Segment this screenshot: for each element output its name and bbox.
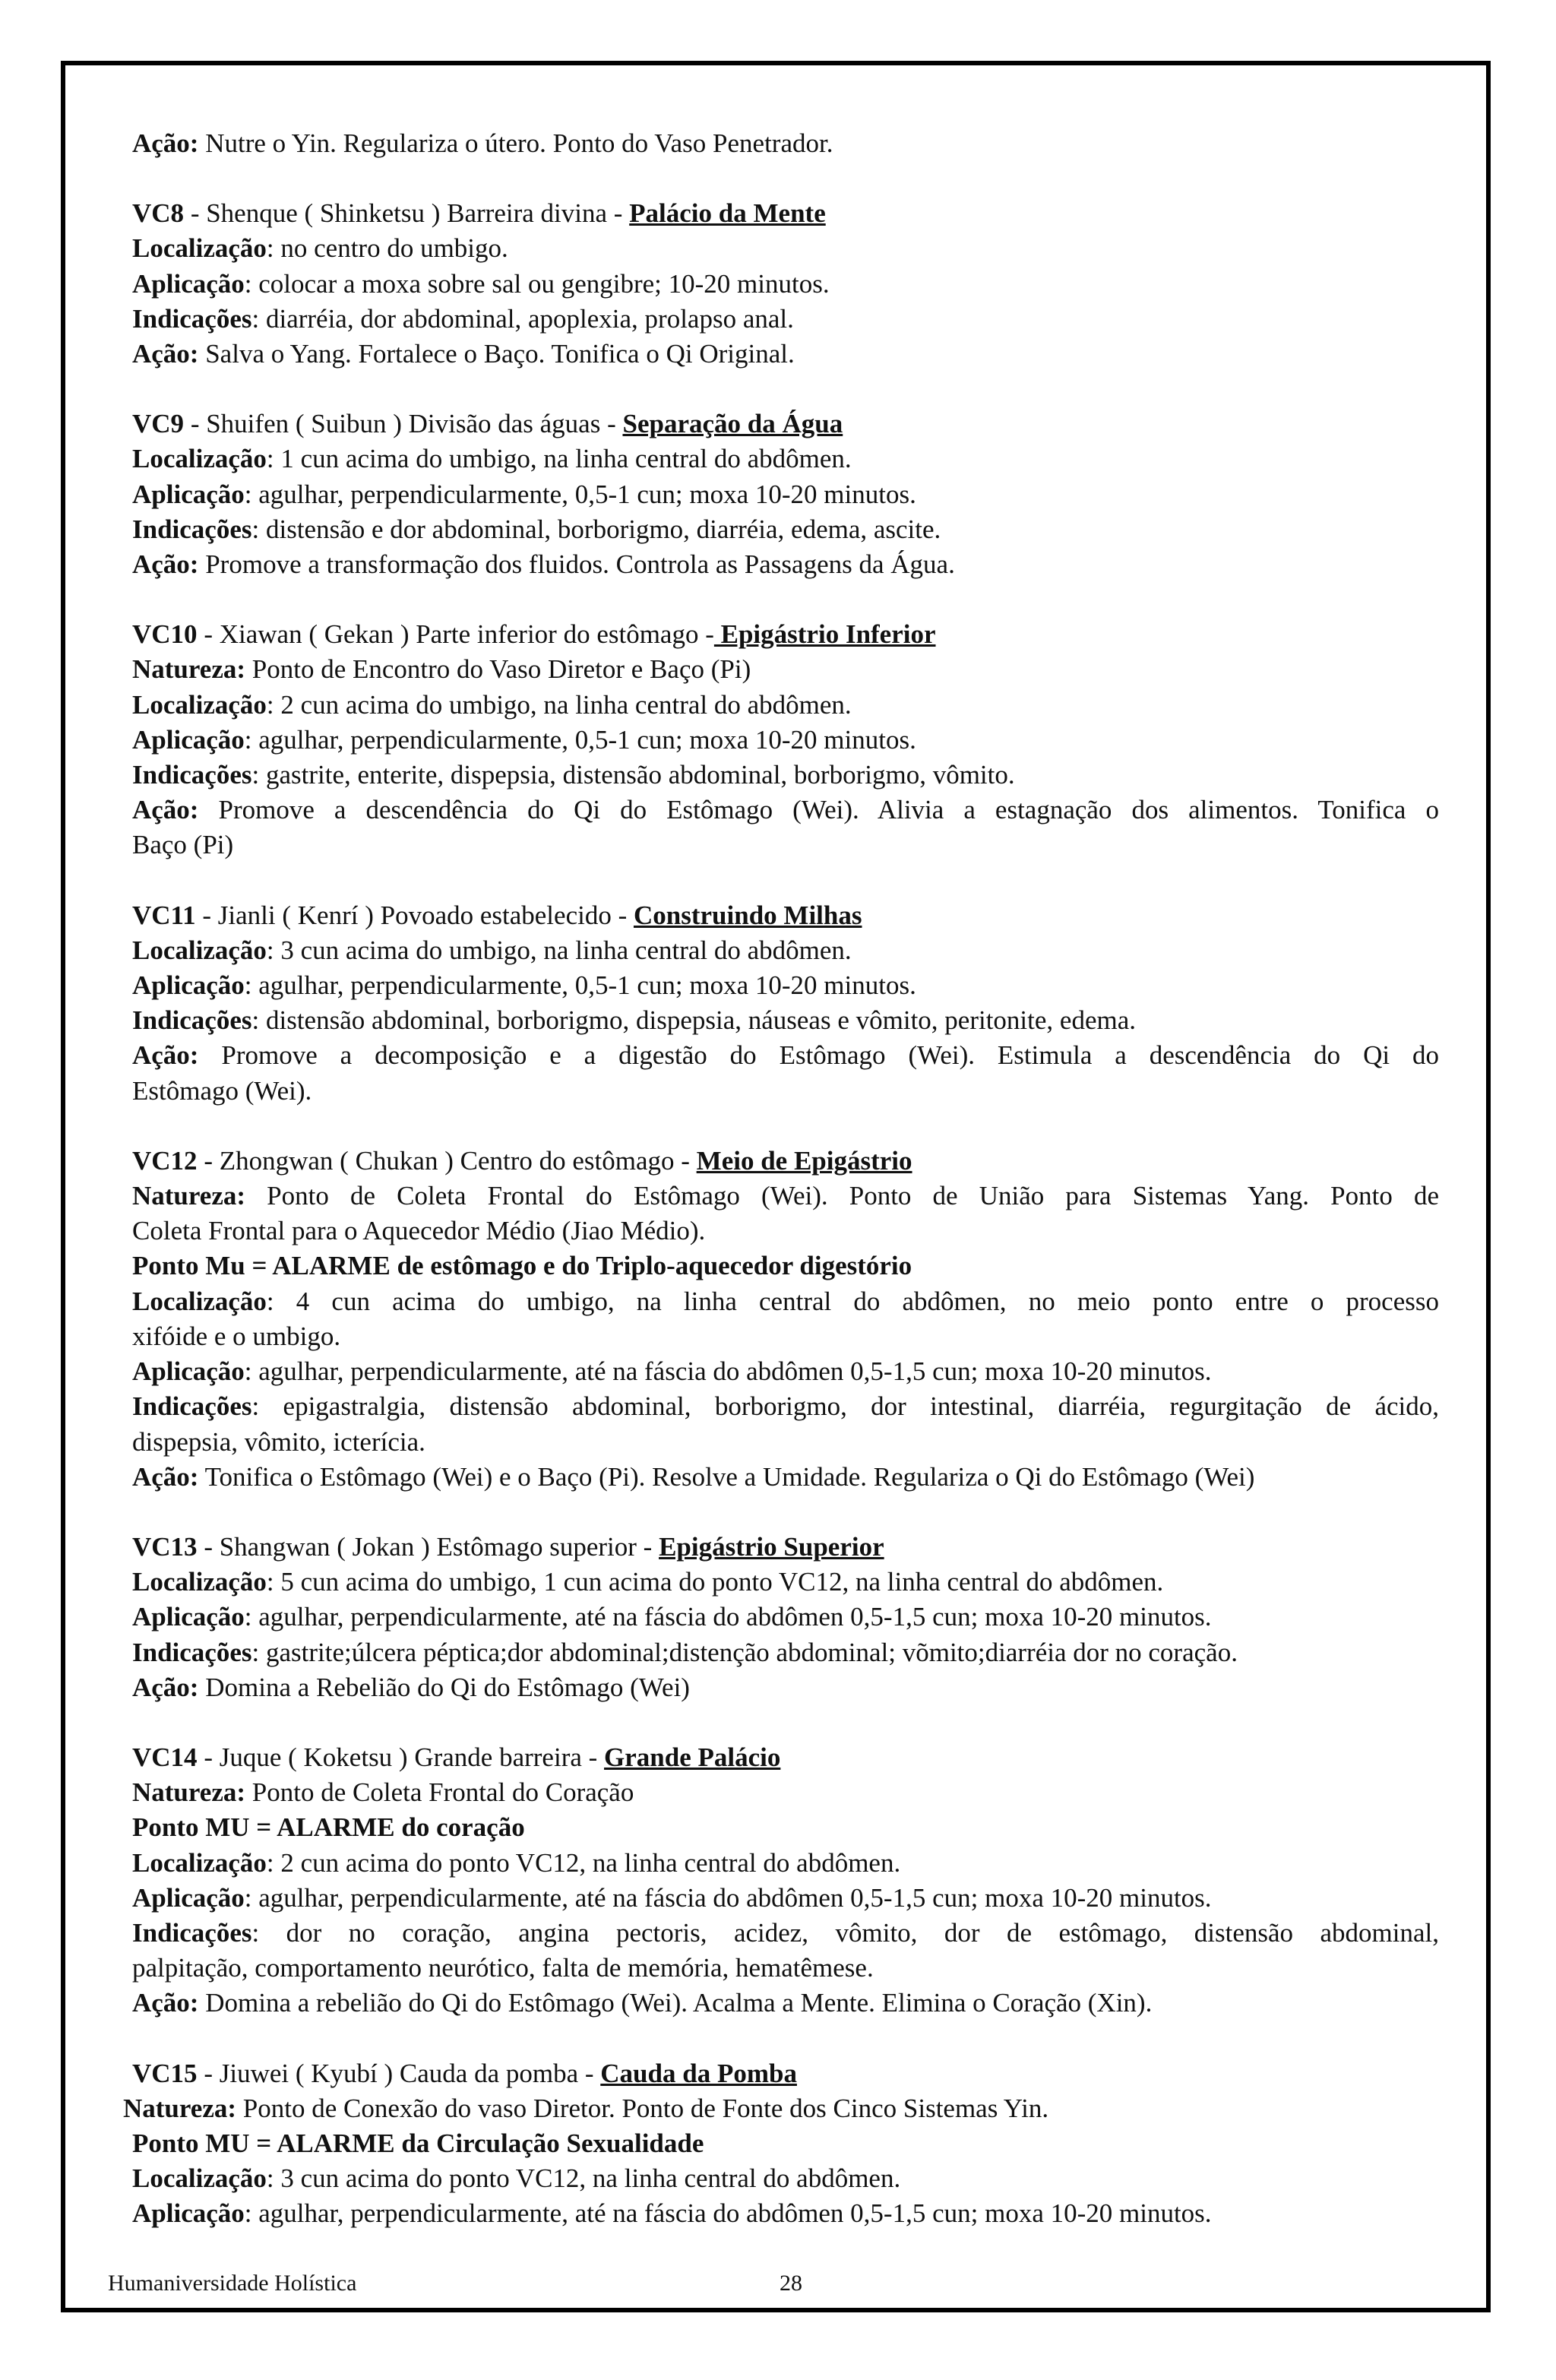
aplicacao: Aplicação: agulhar, perpendicularmente, até na fáscia do abdômen 0,5-1,5 cun; moxa 10-20 minutos. <box>132 2198 1212 2229</box>
localizacao: Localização: 2 cun acima do ponto VC12, na linha central do abdômen. <box>132 1847 901 1878</box>
indicacoes: Indicações: distensão abdominal, borborigmo, dispepsia, náuseas e vômito, peritonite, edema. <box>132 1005 1136 1036</box>
point-title: Palácio da Mente <box>629 198 826 229</box>
point-title: Meio de Epigástrio <box>696 1145 912 1176</box>
page-number: 28 <box>780 2271 802 2296</box>
aplicacao: Aplicação: agulhar, perpendicularmente, até na fáscia do abdômen 0,5-1,5 cun; moxa 10-20 minutos. <box>132 1882 1212 1913</box>
ponto-mu: Ponto Mu = ALARME de estômago e do Triplo-aquecedor digestório <box>132 1251 912 1281</box>
natureza: Natureza: Ponto de Encontro do Vaso Diretor e Baço (Pi) <box>132 654 751 685</box>
localizacao: Localização: 4 cun acima do umbigo, na linha central do abdômen, no meio ponto entre o processo <box>132 1286 1439 1316</box>
point-heading: VC14 - Juque ( Koketsu ) Grande barreira - Grande Palácio <box>132 1742 781 1772</box>
ponto-mu: Ponto MU = ALARME do coração <box>132 1812 525 1843</box>
point-heading: VC13 - Shangwan ( Jokan ) Estômago superior - Epigástrio Superior <box>132 1531 884 1562</box>
point-title: Cauda da Pomba <box>600 2058 797 2088</box>
page-body <box>123 126 1439 2232</box>
point-vc15 <box>123 2056 1439 2232</box>
point-title: Epigástrio Superior <box>659 1531 884 1562</box>
point-vc12 <box>132 1144 1439 1495</box>
acao: Ação: Domina a Rebelião do Qi do Estômago (Wei) <box>132 1672 690 1702</box>
localizacao: Localização: 1 cun acima do umbigo, na linha central do abdômen. <box>132 444 852 474</box>
aplicacao: Aplicação: agulhar, perpendicularmente, 0,5-1 cun; moxa 10-20 minutos. <box>132 724 916 755</box>
intro-action: Ação: Nutre o Yin. Regulariza o útero. Ponto do Vaso Penetrador. <box>132 128 833 158</box>
indicacoes-continued: palpitação, comportamento neurótico, falta de memória, hematêmese. <box>132 1953 874 1983</box>
aplicacao: Aplicação: agulhar, perpendicularmente, 0,5-1 cun; moxa 10-20 minutos. <box>132 479 916 509</box>
aplicacao: Aplicação: agulhar, perpendicularmente, até na fáscia do abdômen 0,5-1,5 cun; moxa 10-20 minutos. <box>132 1602 1212 1632</box>
acao-continued: Baço (Pi) <box>132 830 234 860</box>
indicacoes-continued: dispepsia, vômito, icterícia. <box>132 1426 425 1457</box>
point-vc8 <box>132 196 1439 372</box>
acao: Ação: Salva o Yang. Fortalece o Baço. Tonifica o Qi Original. <box>132 339 795 369</box>
natureza-continued: Coleta Frontal para o Aquecedor Médio (Jiao Médio). <box>132 1216 706 1246</box>
point-heading: VC10 - Xiawan ( Gekan ) Parte inferior do estômago - Epigástrio Inferior <box>132 619 936 650</box>
localizacao: Localização: no centro do umbigo. <box>132 233 508 264</box>
localizacao: Localização: 3 cun acima do umbigo, na linha central do abdômen. <box>132 935 852 965</box>
indicacoes: Indicações: gastrite;úlcera péptica;dor abdominal;distenção abdominal; võmito;diarréia dor no coração. <box>132 1637 1238 1667</box>
point-heading: VC15 - Jiuwei ( Kyubí ) Cauda da pomba - Cauda da Pomba <box>132 2058 797 2088</box>
point-vc10 <box>132 617 1439 862</box>
point-vc9 <box>132 407 1439 582</box>
natureza: Natureza: Ponto de Coleta Frontal do Coração <box>132 1777 634 1808</box>
acao: Ação: Domina a rebelião do Qi do Estômago (Wei). Acalma a Mente. Elimina o Coração (Xin). <box>132 1988 1153 2018</box>
natureza: Natureza: Ponto de Conexão do vaso Diretor. Ponto de Fonte dos Cinco Sistemas Yin. <box>123 2093 1049 2123</box>
indicacoes: Indicações: distensão e dor abdominal, borborigmo, diarréia, edema, ascite. <box>132 514 941 544</box>
ponto-mu: Ponto MU = ALARME da Circulação Sexualidade <box>132 2128 704 2158</box>
localizacao: Localização: 3 cun acima do ponto VC12, na linha central do abdômen. <box>132 2163 901 2194</box>
footer-publisher: Humaniversidade Holística <box>108 2271 357 2296</box>
point-title: Grande Palácio <box>604 1742 781 1772</box>
point-title: Separação da Água <box>622 409 843 439</box>
acao: Ação: Promove a decomposição e a digestão do Estômago (Wei). Estimula a descendência do Qi do <box>132 1040 1439 1071</box>
indicacoes: Indicações: diarréia, dor abdominal, apoplexia, prolapso anal. <box>132 303 794 334</box>
aplicacao: Aplicação: colocar a moxa sobre sal ou gengibre; 10-20 minutos. <box>132 268 830 299</box>
point-title: Construindo Milhas <box>633 900 862 930</box>
indicacoes: Indicações: dor no coração, angina pectoris, acidez, vômito, dor de estômago, distensão abdominal, <box>132 1917 1439 1948</box>
point-vc13 <box>132 1530 1439 1705</box>
acao: Ação: Tonifica o Estômago (Wei) e o Baço (Pi). Resolve a Umidade. Regulariza o Qi do Estômago (Wei) <box>132 1461 1255 1492</box>
localizacao: Localização: 5 cun acima do umbigo, 1 cun acima do ponto VC12, na linha central do abdômen. <box>132 1567 1164 1597</box>
indicacoes: Indicações: gastrite, enterite, dispepsia, distensão abdominal, borborigmo, vômito. <box>132 760 1015 790</box>
acao: Ação: Promove a descendência do Qi do Estômago (Wei). Alivia a estagnação dos alimentos. Tonifica o <box>132 795 1439 825</box>
acao: Ação: Promove a transformação dos fluidos. Controla as Passagens da Água. <box>132 549 955 580</box>
aplicacao: Aplicação: agulhar, perpendicularmente, até na fáscia do abdômen 0,5-1,5 cun; moxa 10-20 minutos. <box>132 1356 1212 1387</box>
point-vc11 <box>132 898 1439 1109</box>
point-heading: VC8 - Shenque ( Shinketsu ) Barreira divina - Palácio da Mente <box>132 198 826 229</box>
localizacao: Localização: 2 cun acima do umbigo, na linha central do abdômen. <box>132 689 852 720</box>
point-title: Epigástrio Inferior <box>713 619 936 650</box>
point-heading: VC11 - Jianli ( Kenrí ) Povoado estabelecido - Construindo Milhas <box>132 900 862 930</box>
acao-continued: Estômago (Wei). <box>132 1075 312 1106</box>
indicacoes: Indicações: epigastralgia, distensão abdominal, borborigmo, dor intestinal, diarréia, regurgitação de ácido, <box>132 1391 1439 1422</box>
natureza: Natureza: Ponto de Coleta Frontal do Estômago (Wei). Ponto de União para Sistemas Yang. Ponto de <box>132 1181 1439 1211</box>
localizacao-continued: xifóide e o umbigo. <box>132 1321 341 1351</box>
point-heading: VC12 - Zhongwan ( Chukan ) Centro do estômago - Meio de Epigástrio <box>132 1145 912 1176</box>
aplicacao: Aplicação: agulhar, perpendicularmente, 0,5-1 cun; moxa 10-20 minutos. <box>132 970 916 1001</box>
point-heading: VC9 - Shuifen ( Suibun ) Divisão das águas - Separação da Água <box>132 409 843 439</box>
point-vc14 <box>132 1740 1439 2021</box>
